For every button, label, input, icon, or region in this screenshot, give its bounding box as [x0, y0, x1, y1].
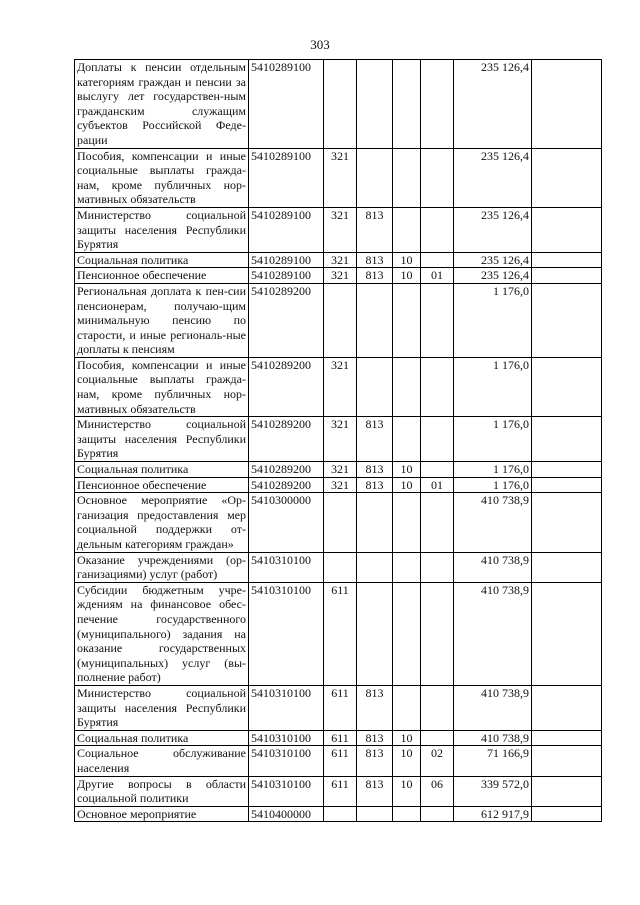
row-name-cell: Субсидии бюджетным учре-ждениям на финансовое обес-печение государственного (муниципального) задания на оказание государственных (муниципальных) услуг (вы-полнение работ): [75, 582, 249, 685]
ministry-code-cell: 813: [357, 685, 393, 730]
amount-cell: 410 738,9: [454, 685, 532, 730]
row-name-cell: Социальное обслуживание населения: [75, 746, 249, 776]
expense-type-cell: 321: [324, 148, 357, 207]
row-name-cell: Основное мероприятие «Ор-ганизация предоставления мер социальной поддержки от-дельным категориям граждан»: [75, 493, 249, 552]
expense-type-cell: 611: [324, 730, 357, 746]
empty-cell: [532, 148, 602, 207]
subsection-cell: [421, 685, 454, 730]
row-name-cell: Региональная доплата к пен-сии пенсионерам, получаю-щим минимальную пенсию по старости, и иные региональ-ные доплаты к пенсиям: [75, 283, 249, 357]
section-cell: [393, 417, 421, 462]
expense-type-cell: [324, 60, 357, 149]
expense-type-cell: 321: [324, 207, 357, 252]
target-article-cell: 5410310100: [249, 746, 324, 776]
row-name-cell: Пенсионное обеспечение: [75, 268, 249, 284]
subsection-cell: [421, 60, 454, 149]
empty-cell: [532, 357, 602, 416]
expense-type-cell: [324, 493, 357, 552]
empty-cell: [532, 776, 602, 806]
row-name-cell: Социальная политика: [75, 252, 249, 268]
amount-cell: 1 176,0: [454, 417, 532, 462]
subsection-cell: 02: [421, 746, 454, 776]
row-name-cell: Другие вопросы в области социальной политики: [75, 776, 249, 806]
expense-type-cell: 321: [324, 477, 357, 493]
target-article-cell: 5410310100: [249, 582, 324, 685]
ministry-code-cell: [357, 806, 393, 822]
row-name-cell: Министерство социальной защиты населения Республики Бурятия: [75, 685, 249, 730]
subsection-cell: [421, 806, 454, 822]
amount-cell: 410 738,9: [454, 552, 532, 582]
table-row: [75, 493, 602, 552]
amount-cell: 71 166,9: [454, 746, 532, 776]
expense-type-cell: [324, 806, 357, 822]
ministry-code-cell: 813: [357, 462, 393, 478]
table-row: [75, 60, 602, 149]
table-row: [75, 776, 602, 806]
amount-cell: 410 738,9: [454, 493, 532, 552]
ministry-code-cell: 813: [357, 207, 393, 252]
ministry-code-cell: [357, 552, 393, 582]
target-article-cell: 5410289200: [249, 477, 324, 493]
empty-cell: [532, 268, 602, 284]
target-article-cell: 5410289200: [249, 283, 324, 357]
table-row: [75, 685, 602, 730]
table-row: [75, 207, 602, 252]
section-cell: [393, 685, 421, 730]
subsection-cell: [421, 207, 454, 252]
expense-type-cell: 321: [324, 417, 357, 462]
table-row: [75, 357, 602, 416]
ministry-code-cell: 813: [357, 746, 393, 776]
target-article-cell: 5410310100: [249, 730, 324, 746]
row-name-cell: Оказание учреждениями (ор-ганизациями) услуг (работ): [75, 552, 249, 582]
table-row: [75, 806, 602, 822]
table-row: [75, 148, 602, 207]
section-cell: 10: [393, 776, 421, 806]
section-cell: 10: [393, 268, 421, 284]
empty-cell: [532, 582, 602, 685]
ministry-code-cell: [357, 582, 393, 685]
empty-cell: [532, 477, 602, 493]
empty-cell: [532, 462, 602, 478]
expense-type-cell: 321: [324, 357, 357, 416]
table-row: [75, 746, 602, 776]
subsection-cell: [421, 252, 454, 268]
expense-type-cell: 611: [324, 685, 357, 730]
expense-type-cell: 321: [324, 268, 357, 284]
table-row: [75, 268, 602, 284]
section-cell: [393, 207, 421, 252]
amount-cell: 235 126,4: [454, 148, 532, 207]
page-number: 303: [310, 37, 330, 52]
subsection-cell: [421, 357, 454, 416]
subsection-cell: [421, 462, 454, 478]
table-row: [75, 417, 602, 462]
ministry-code-cell: 813: [357, 730, 393, 746]
amount-cell: 612 917,9: [454, 806, 532, 822]
subsection-cell: 06: [421, 776, 454, 806]
expense-type-cell: 321: [324, 252, 357, 268]
amount-cell: 235 126,4: [454, 60, 532, 149]
section-cell: [393, 60, 421, 149]
row-name-cell: Основное мероприятие: [75, 806, 249, 822]
target-article-cell: 5410310100: [249, 552, 324, 582]
amount-cell: 339 572,0: [454, 776, 532, 806]
section-cell: 10: [393, 252, 421, 268]
empty-cell: [532, 493, 602, 552]
amount-cell: 1 176,0: [454, 477, 532, 493]
section-cell: [393, 283, 421, 357]
target-article-cell: 5410289100: [249, 268, 324, 284]
expense-type-cell: 611: [324, 746, 357, 776]
expense-type-cell: [324, 283, 357, 357]
empty-cell: [532, 60, 602, 149]
subsection-cell: 01: [421, 268, 454, 284]
subsection-cell: 01: [421, 477, 454, 493]
target-article-cell: 5410289100: [249, 60, 324, 149]
amount-cell: 410 738,9: [454, 730, 532, 746]
empty-cell: [532, 806, 602, 822]
section-cell: [393, 582, 421, 685]
empty-cell: [532, 283, 602, 357]
table-row: [75, 252, 602, 268]
ministry-code-cell: 813: [357, 268, 393, 284]
empty-cell: [532, 207, 602, 252]
ministry-code-cell: 813: [357, 252, 393, 268]
row-name-cell: Пособия, компенсации и иные социальные выплаты гражда-нам, кроме публичных нор-мативных обязательств: [75, 357, 249, 416]
section-cell: 10: [393, 746, 421, 776]
expense-type-cell: 611: [324, 776, 357, 806]
amount-cell: 235 126,4: [454, 252, 532, 268]
ministry-code-cell: 813: [357, 477, 393, 493]
empty-cell: [532, 552, 602, 582]
ministry-code-cell: [357, 357, 393, 416]
target-article-cell: 5410289100: [249, 252, 324, 268]
section-cell: [393, 806, 421, 822]
expense-type-cell: 321: [324, 462, 357, 478]
target-article-cell: 5410289200: [249, 357, 324, 416]
row-name-cell: Социальная политика: [75, 730, 249, 746]
amount-cell: 235 126,4: [454, 268, 532, 284]
target-article-cell: 5410310100: [249, 776, 324, 806]
section-cell: [393, 148, 421, 207]
amount-cell: 1 176,0: [454, 283, 532, 357]
table-row: [75, 477, 602, 493]
ministry-code-cell: [357, 148, 393, 207]
empty-cell: [532, 730, 602, 746]
row-name-cell: Доплаты к пенсии отдельным категориям граждан и пенсии за выслугу лет государствен-ным гражданским служащим субъектов Российской Феде-рации: [75, 60, 249, 149]
ministry-code-cell: 813: [357, 417, 393, 462]
amount-cell: 1 176,0: [454, 357, 532, 416]
section-cell: 10: [393, 730, 421, 746]
subsection-cell: [421, 552, 454, 582]
ministry-code-cell: [357, 493, 393, 552]
empty-cell: [532, 417, 602, 462]
ministry-code-cell: 813: [357, 776, 393, 806]
subsection-cell: [421, 148, 454, 207]
target-article-cell: 5410289100: [249, 207, 324, 252]
target-article-cell: 5410310100: [249, 685, 324, 730]
subsection-cell: [421, 283, 454, 357]
empty-cell: [532, 746, 602, 776]
section-cell: 10: [393, 462, 421, 478]
table-row: [75, 462, 602, 478]
subsection-cell: [421, 417, 454, 462]
row-name-cell: Министерство социальной защиты населения Республики Бурятия: [75, 207, 249, 252]
table-row: [75, 582, 602, 685]
target-article-cell: 5410400000: [249, 806, 324, 822]
target-article-cell: 5410289100: [249, 148, 324, 207]
empty-cell: [532, 252, 602, 268]
section-cell: 10: [393, 477, 421, 493]
subsection-cell: [421, 493, 454, 552]
empty-cell: [532, 685, 602, 730]
row-name-cell: Министерство социальной защиты населения Республики Бурятия: [75, 417, 249, 462]
row-name-cell: Социальная политика: [75, 462, 249, 478]
target-article-cell: 5410289200: [249, 462, 324, 478]
subsection-cell: [421, 730, 454, 746]
subsection-cell: [421, 582, 454, 685]
target-article-cell: 5410289200: [249, 417, 324, 462]
amount-cell: 1 176,0: [454, 462, 532, 478]
ministry-code-cell: [357, 283, 393, 357]
row-name-cell: Пособия, компенсации и иные социальные выплаты гражда-нам, кроме публичных нор-мативных обязательств: [75, 148, 249, 207]
expense-type-cell: 611: [324, 582, 357, 685]
section-cell: [393, 552, 421, 582]
table-row: [75, 283, 602, 357]
section-cell: [393, 493, 421, 552]
section-cell: [393, 357, 421, 416]
budget-table: [74, 59, 602, 822]
table-row: [75, 552, 602, 582]
amount-cell: 235 126,4: [454, 207, 532, 252]
ministry-code-cell: [357, 60, 393, 149]
expense-type-cell: [324, 552, 357, 582]
table-body: [75, 60, 602, 822]
table-row: [75, 730, 602, 746]
amount-cell: 410 738,9: [454, 582, 532, 685]
target-article-cell: 5410300000: [249, 493, 324, 552]
row-name-cell: Пенсионное обеспечение: [75, 477, 249, 493]
